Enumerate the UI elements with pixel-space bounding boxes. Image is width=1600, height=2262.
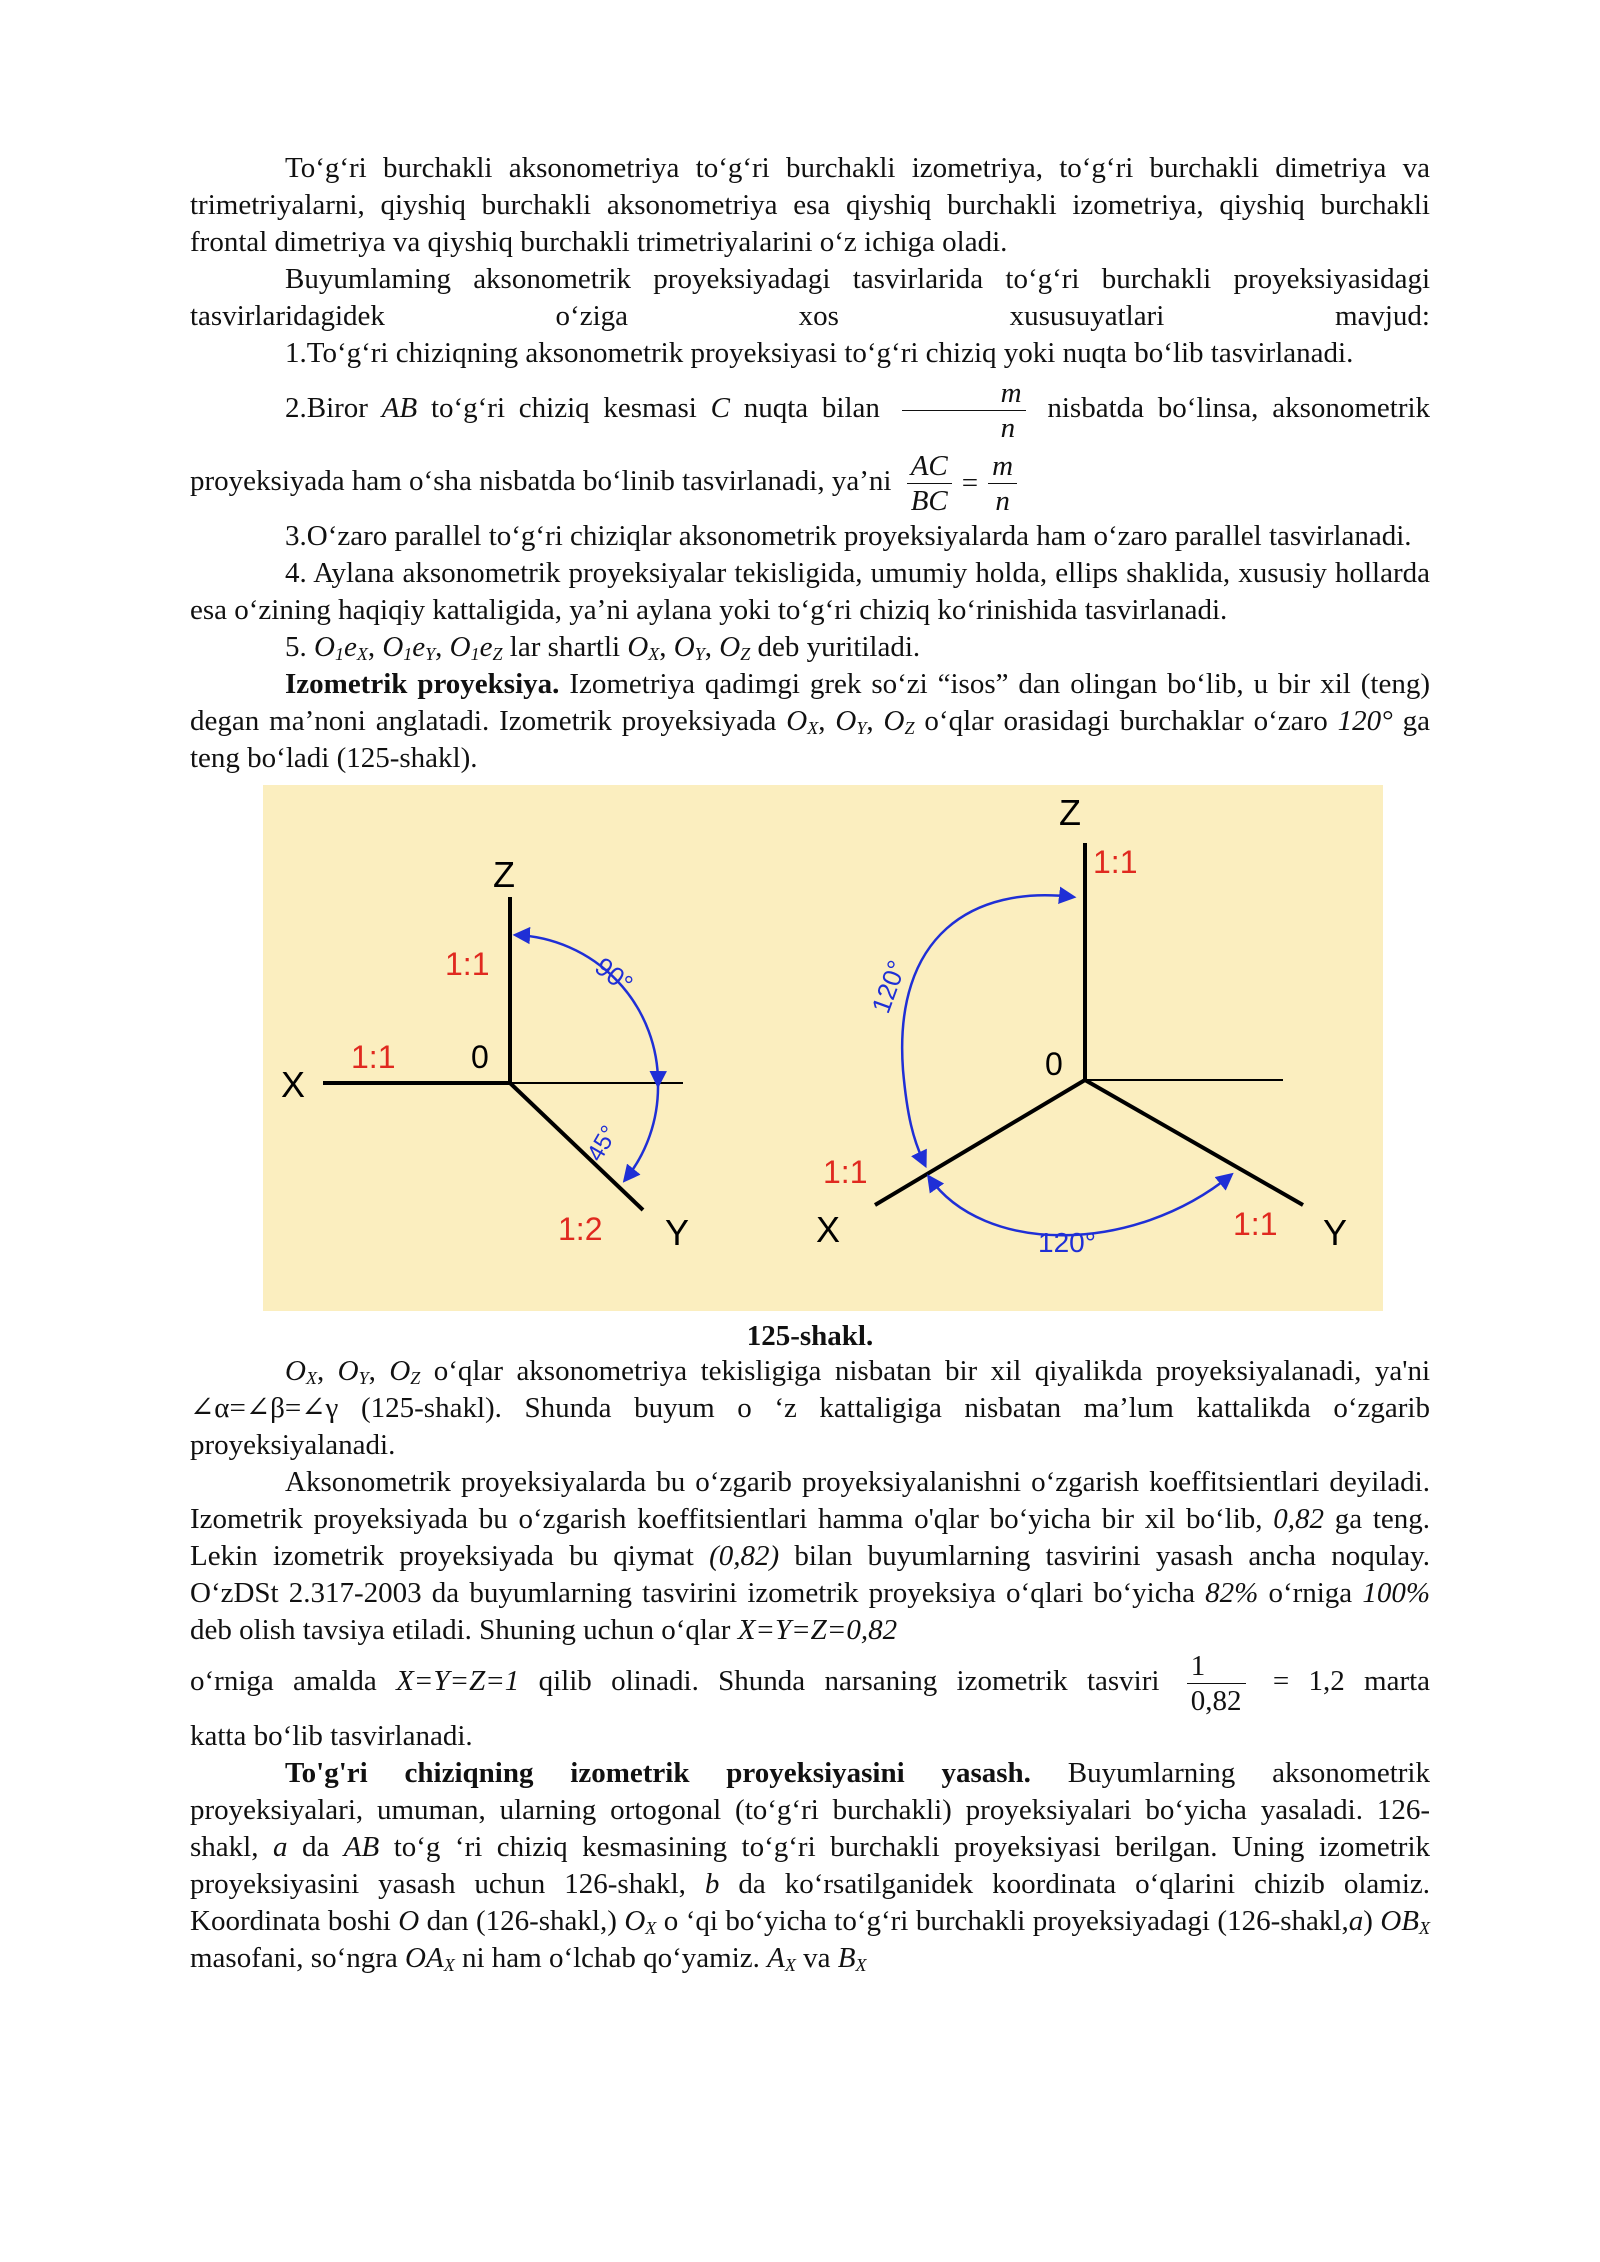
- axis-notation: $O_Y$: [337, 1355, 369, 1388]
- text: qilib olinadi. Shunda narsaning izometrik tasviri: [538, 1665, 1160, 1698]
- text: o‘qlar orasidagi burchaklar o‘zaro: [924, 705, 1328, 737]
- axis-notation: $O_X$: [786, 705, 819, 738]
- angle-label-90: 90°: [589, 951, 639, 999]
- section-heading: Izometrik proyeksiya.: [285, 668, 560, 700]
- text: ga teng bo‘ladi (125-shakl).: [190, 705, 1431, 774]
- origin-label: 0: [1045, 1046, 1063, 1082]
- axis-notation: $O_Z$: [883, 705, 915, 738]
- distance-notation: $OA_X$: [405, 1942, 455, 1975]
- point-notation: $A_X$: [767, 1942, 796, 1975]
- paragraph: [190, 1718, 1430, 1755]
- text: da ko‘rsatilganidek koordinata o‘qlarini chizib olamiz. Koordinata boshi: [190, 1868, 1430, 1937]
- paragraph: [190, 261, 1430, 335]
- text: deb olish tavsiya etiladi. Shuning uchun o‘qlar: [190, 1614, 731, 1646]
- text: to‘g ‘ri chiziq kesmasining to‘g‘ri burchakli proyeksiyasi berilgan. Uning izometrik proyeksiyasini yasash uchun 126-shakl,: [190, 1831, 1431, 1900]
- figure-caption: 125-shakl.: [746, 1320, 874, 1352]
- z-axis-label: Z: [1059, 792, 1081, 833]
- text: Buyumlarning aksonometrik proyeksiyalari, umuman, ularning ortogonal (to‘g‘ri burchakli) proyeksiyalari bo‘yicha yasaladi. 126-shakl,: [190, 1757, 1430, 1863]
- paragraph-text: 4. Aylana aksonometrik proyeksiyalar tekisligida, umumiy holda, ellips shaklida, xususiy hollarda esa o‘zining haqiqiy kattaligida, ya’ni aylana yoki to‘g‘ri chiziq ko‘rinishida tasvirlanadi.: [190, 557, 1430, 626]
- y-axis-label: Y: [1323, 1212, 1348, 1253]
- paragraph-axes-notation: 5. $O_1e_X$, $O_1e_Y$, $O_1e_Z$ lar shartli $O_X$, $O_Y$, $O_Z$ deb yuritiladi.: [285, 631, 921, 664]
- x-axis-label: X: [281, 1064, 306, 1105]
- text: ga teng. Lekin izometrik proyeksiyada bu qiymat: [190, 1503, 1430, 1572]
- figure-ref: a: [1348, 1905, 1364, 1937]
- angle-label-left: 120°: [865, 956, 913, 1018]
- x-axis-label: X: [816, 1209, 841, 1250]
- paragraph-scale-factor: [190, 1649, 1430, 1718]
- z-ratio-label: 1:1: [1093, 844, 1138, 880]
- paragraph: [190, 150, 1430, 261]
- text: to‘g‘ri chiziq kesmasi: [430, 392, 697, 425]
- value: X=Y=Z=1: [396, 1665, 520, 1698]
- text: lar shartli: [509, 631, 621, 663]
- angle-equality: ∠α=∠β=∠γ: [190, 1392, 339, 1424]
- text: = 1,2 marta: [1272, 1665, 1431, 1698]
- angle-arc-left-120: [902, 895, 1073, 1165]
- text: da: [301, 1831, 330, 1863]
- paragraph: [190, 335, 1430, 372]
- axis-notation: $O_Y$: [835, 705, 867, 738]
- section-heading: To'g'ri chiziqning izometrik proyeksiyasini yasash.: [285, 1757, 1031, 1789]
- axis-notation: $O_1e_Z$: [449, 631, 503, 664]
- z-ratio-label: 1:1: [445, 946, 490, 982]
- angle-arc-45: [625, 1085, 658, 1180]
- numerator: m: [988, 449, 1017, 484]
- paragraph-text: katta bo‘lib tasvirlanadi.: [190, 1720, 473, 1752]
- numerator: m: [902, 376, 1026, 411]
- axis-notation: $O_Y$: [673, 631, 705, 664]
- denominator: n: [995, 485, 1010, 517]
- paragraph: [190, 555, 1430, 629]
- y-ratio-label: 1:2: [558, 1211, 603, 1247]
- angle-label-45: 45°: [581, 1121, 624, 1166]
- y-axis-line: [510, 1083, 643, 1210]
- y-ratio-label: 1:1: [1233, 1206, 1278, 1242]
- text: o‘qlar aksonometriya tekisligiga nisbatan bir xil qiyalikda proyeksiyalanadi, ya'ni: [433, 1355, 1431, 1387]
- point-label: C: [710, 392, 730, 425]
- text: nuqta bilan: [743, 392, 880, 425]
- value: (0,82): [709, 1540, 780, 1572]
- paragraph-ratio: [190, 376, 1430, 445]
- paragraph-ratio-equation: [190, 449, 1430, 518]
- text: (125-shakl). Shunda buyum o ‘z kattaligiga nisbatan ma’lum kattalikda o‘zgarib proyeksiyalanadi.: [190, 1392, 1430, 1461]
- left-diagram: [281, 854, 689, 1253]
- angle-arc-90: [516, 935, 658, 1085]
- text: va: [803, 1942, 831, 1974]
- text: o‘rniga amalda: [190, 1665, 377, 1698]
- figure-125: [263, 785, 1383, 1311]
- denominator: BC: [910, 485, 948, 517]
- distance-notation: $OB_X$: [1380, 1905, 1430, 1938]
- y-axis-label: Y: [665, 1212, 690, 1253]
- text: 2.Biror: [285, 392, 368, 425]
- text: o‘rniga: [1268, 1577, 1353, 1609]
- paragraph-text: To‘g‘ri burchakli aksonometriya to‘g‘ri burchakli izometriya, to‘g‘ri burchakli dimetriya va trimetriyalarni, qiyshiq burchakli aksonometriya esa qiyshiq burchakli izometriya, qiyshiq burchakli frontal dimetriya va qiyshiq burchakli trimetriyalarini o‘z ichiga oladi.: [190, 152, 1430, 258]
- equals-sign: =: [961, 467, 979, 499]
- point-notation: $B_X$: [837, 1942, 867, 1975]
- paragraph-line-construction: [190, 1755, 1430, 1977]
- axis-notation: $O_1e_Y$: [382, 631, 436, 664]
- origin-label: 0: [471, 1039, 489, 1075]
- paragraph-isometric: Izometrik proyeksiya. Izometriya qadimgi grek so‘zi “isos” dan olingan bo‘lib, u bir xil (teng) degan ma’noni anglatadi. Izometrik proyeksiyada $O_X$, $O_Y$, $O_Z$ o‘qlar orasidagi burchaklar o‘zaro 120° ga teng bo‘ladi (125-shakl).: [190, 668, 1431, 774]
- paragraph-text: 1.To‘g‘ri chiziqning aksonometrik proyeksiyasi to‘g‘ri chiziq yoki nuqta bo‘lib tasvirlanadi.: [285, 337, 1354, 369]
- text: ni ham o‘lchab qo‘yamiz.: [461, 1942, 760, 1974]
- value: 0,82: [1273, 1503, 1325, 1535]
- axis-notation: $O_X$: [285, 1355, 317, 1388]
- axis-notation: $O_X$: [624, 1905, 657, 1938]
- text: dan (126-shakl,): [426, 1905, 617, 1937]
- paragraph-coefficients: [190, 1464, 1430, 1649]
- x-ratio-label: 1:1: [823, 1154, 868, 1190]
- figure-125-wrap: [190, 785, 1430, 1311]
- figure-ref: a: [272, 1831, 288, 1863]
- text: bilan buyumlarning tasvirini yasash ancha noqulay. O‘zDSt 2.317-2003 da buyumlarning tasvirini izometrik proyeksiya o‘qlari bo‘yicha: [190, 1540, 1431, 1609]
- document-page: [190, 150, 1430, 1977]
- segment-label: AB: [343, 1831, 380, 1863]
- axonometric-diagram: [263, 785, 1383, 1311]
- axis-notation: $O_Z$: [719, 631, 751, 664]
- fraction-m-n: [988, 449, 1017, 518]
- text: nisbatda bo‘linsa, aksonometrik: [1047, 392, 1431, 425]
- value: 82%: [1205, 1577, 1259, 1609]
- denominator: n: [1000, 412, 1016, 444]
- text: proyeksiyada ham o‘sha nisbatda bo‘linib tasvirlanadi, ya’ni: [190, 465, 892, 498]
- figure-ref: b: [704, 1868, 720, 1900]
- text: Izometriya qadimgi grek so‘zi “isos” dan olingan bo‘lib, u bir xil (teng) degan ma’noni anglatadi. Izometrik proyeksiyada: [190, 668, 1430, 737]
- segment-label: AB: [381, 392, 418, 425]
- right-diagram: [816, 792, 1347, 1258]
- x-ratio-label: 1:1: [351, 1039, 396, 1075]
- text: ): [1363, 1905, 1373, 1937]
- text: o ‘qi bo‘yicha to‘g‘ri burchakli proyeksiyadagi (126-shakl,: [663, 1905, 1349, 1937]
- z-axis-label: Z: [493, 854, 515, 895]
- paragraph-axes-inclination: $O_X$, $O_Y$, $O_Z$ o‘qlar aksonometriya tekisligiga nisbatan bir xil qiyalikda proyeksiyalanadi, ya'ni ∠α=∠β=∠γ (125-shakl). Shunda buyum o ‘z kattaligiga nisbatan ma’lum kattalikda o‘zgarib proyeksiyalanadi.: [190, 1355, 1431, 1461]
- fraction-1-over-082: [1187, 1649, 1246, 1718]
- denominator: 0,82: [1190, 1685, 1242, 1717]
- value: 100%: [1362, 1577, 1431, 1609]
- text: 5.: [285, 631, 307, 663]
- text: deb yuritiladi.: [757, 631, 921, 663]
- text: Aksonometrik proyeksiyalarda bu o‘zgarib proyeksiyalanishni o‘zgarish koeffitsientlari deyiladi. Izometrik proyeksiyada bu o‘zgarish koeffitsientlari hamma o'qlar bo‘yicha bir xil bo‘lib,: [190, 1466, 1430, 1535]
- angle-label-bottom: 120°: [1038, 1227, 1096, 1258]
- paragraph-text: 3.O‘zaro parallel to‘g‘ri chiziqlar aksonometrik proyeksiyalarda ham o‘zaro parallel tasvirlanadi.: [285, 520, 1412, 552]
- axis-notation: $O_1e_X$: [314, 631, 368, 664]
- paragraph: [190, 518, 1430, 555]
- text: masofani, so‘ngra: [190, 1942, 398, 1974]
- value: X=Y=Z=0,82: [737, 1614, 898, 1646]
- fraction-m-n: [902, 376, 1026, 445]
- numerator: 1: [1187, 1649, 1246, 1684]
- axis-notation: $O_X$: [627, 631, 660, 664]
- numerator: AC: [907, 449, 952, 484]
- point-label: O: [398, 1905, 420, 1937]
- angle-value: 120°: [1337, 705, 1393, 737]
- axis-notation: $O_Z$: [389, 1355, 421, 1388]
- y-axis-line: [1085, 1080, 1303, 1205]
- fraction-ac-bc: [907, 449, 952, 518]
- paragraph-text: Buyumlaming aksonometrik proyeksiyadagi tasvirlarida to‘g‘ri burchakli proyeksiyasidagi tasvirlaridagidek o‘ziga xos xususuyatlari mavjud:: [190, 263, 1430, 332]
